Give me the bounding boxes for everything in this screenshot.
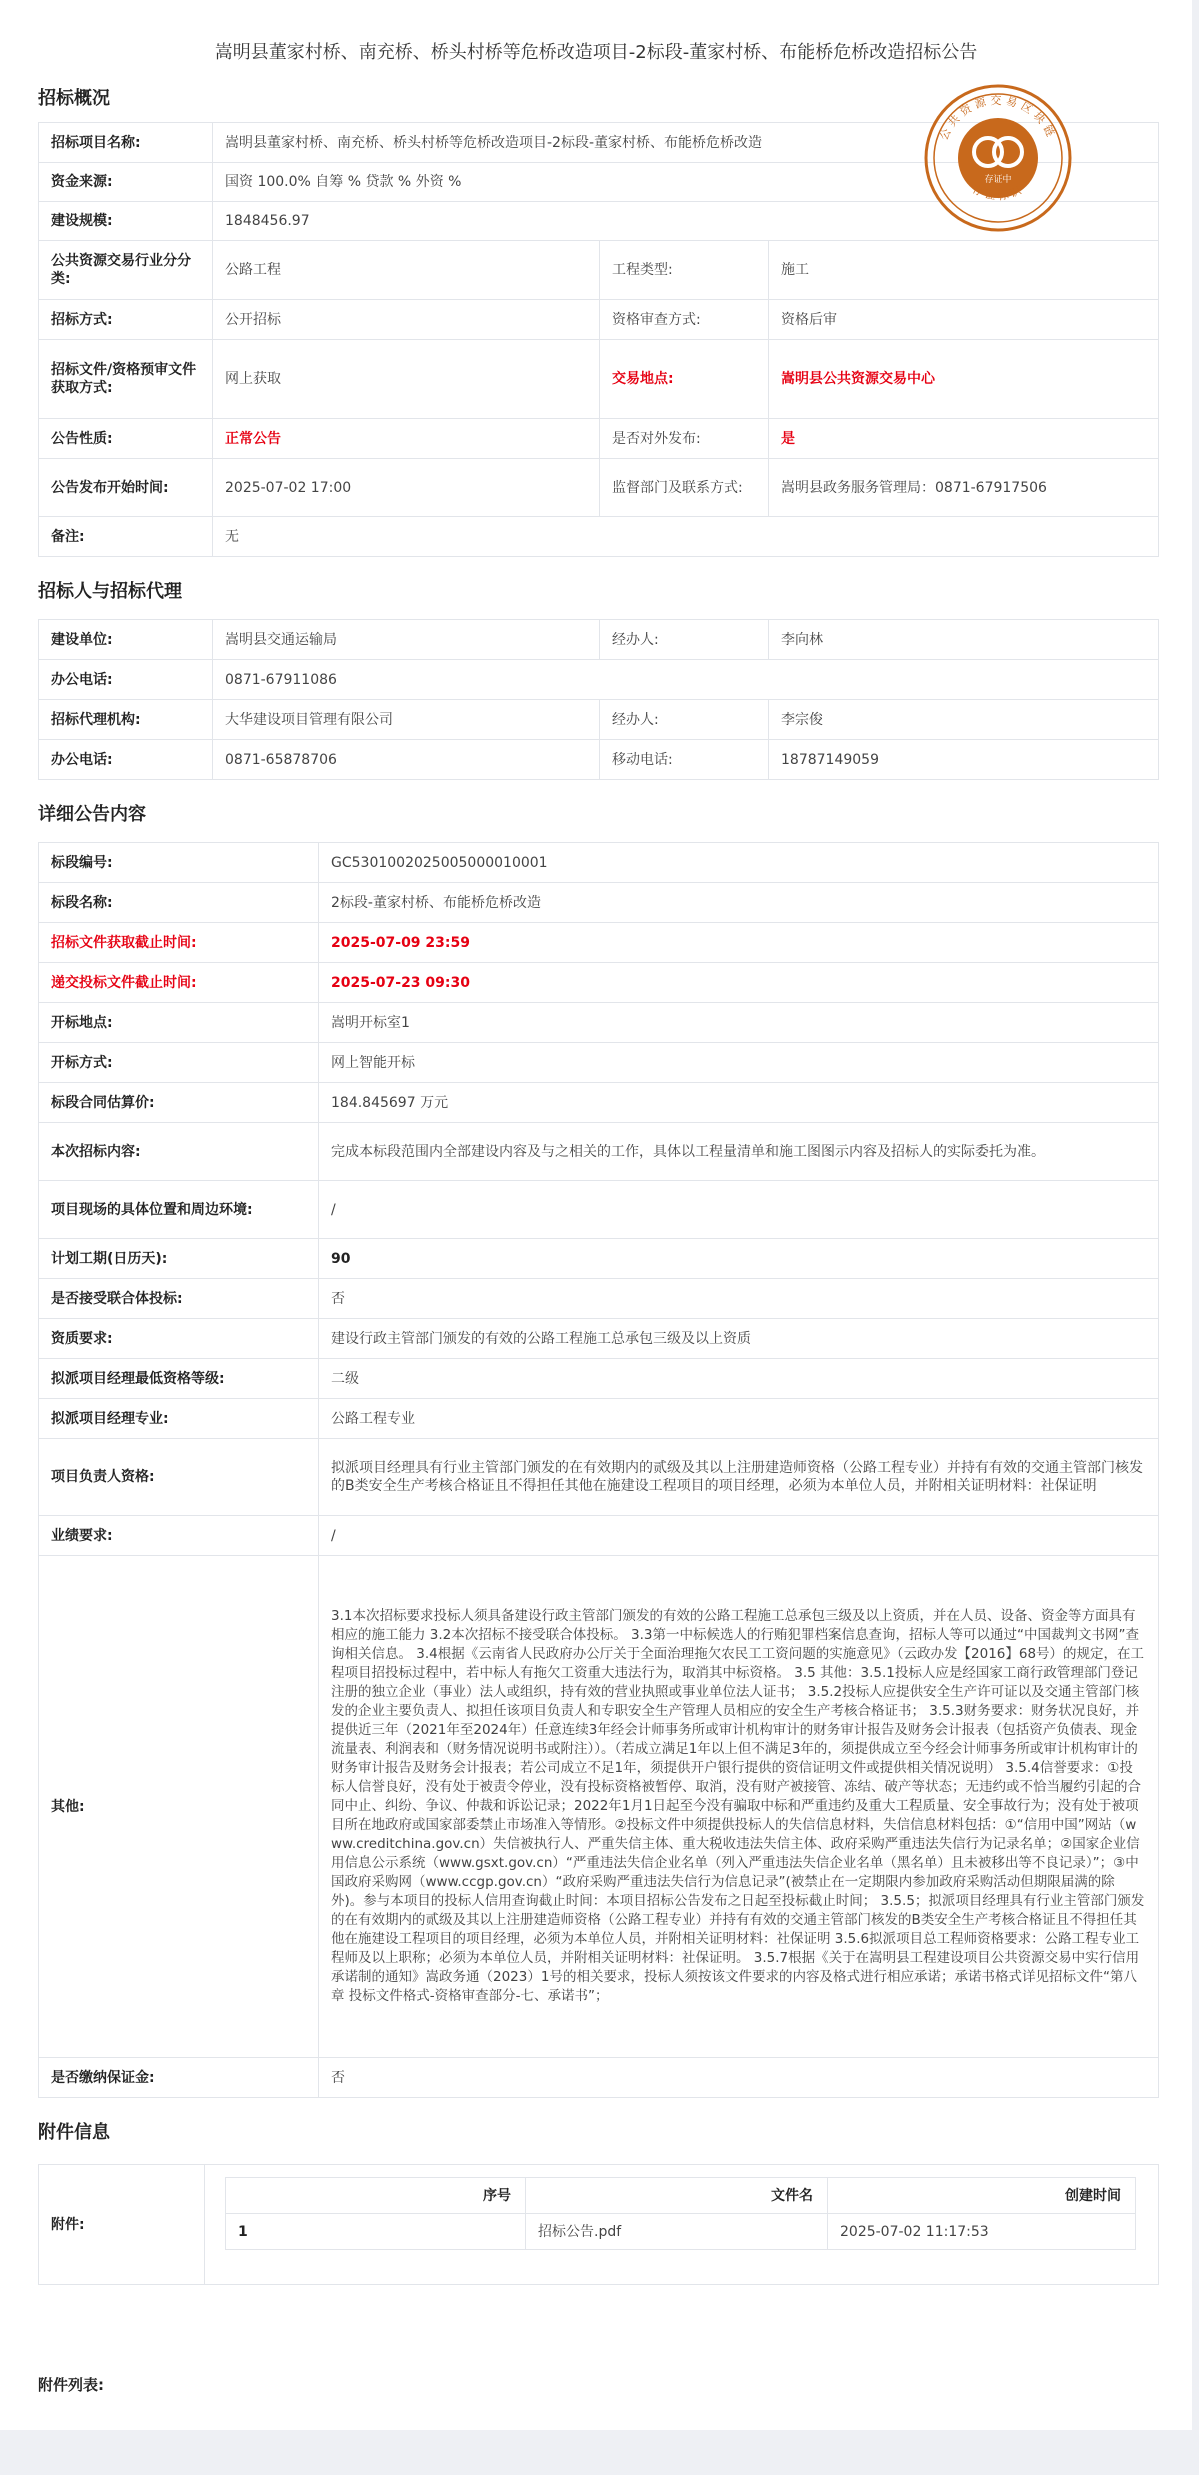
page-title: 嵩明县董家村桥、南充桥、桥头村桥等危桥改造项目-2标段-董家村桥、布能桥危桥改造招标公告 (214, 42, 978, 63)
field-label: 经办人: (600, 700, 769, 740)
remarks-value: 无 (213, 517, 1159, 557)
field-label: 标段名称: (39, 883, 319, 923)
section-heading-details: 详细公告内容 (38, 804, 146, 825)
section-code-value: GC5301002025005000010001 (319, 843, 1159, 883)
field-label: 招标方式: (39, 300, 213, 340)
table-row (39, 340, 1159, 419)
table-row (39, 1003, 1159, 1043)
stamp-bottom-text: 存证标识 (970, 182, 1026, 203)
performance-value: / (319, 1516, 1159, 1556)
duration-value: 90 (319, 1239, 1159, 1279)
table-row (39, 1123, 1159, 1181)
blockchain-stamp (922, 82, 1074, 234)
publish-time-value: 2025-07-02 17:00 (213, 459, 600, 517)
doc-access-value: 网上获取 (213, 340, 600, 419)
table-row (39, 2165, 1159, 2285)
field-label: 标段合同估算价: (39, 1083, 319, 1123)
column-header: 文件名 (526, 2178, 828, 2214)
table-row (39, 843, 1159, 883)
field-label: 招标文件获取截止时间: (39, 923, 319, 963)
table-row (39, 1359, 1159, 1399)
table-row (39, 517, 1159, 557)
section-heading-overview: 招标概况 (38, 88, 110, 109)
table-row (39, 963, 1159, 1003)
table-row (39, 740, 1159, 780)
field-label: 是否对外发布: (600, 419, 769, 459)
notice-nature-value: 正常公告 (213, 419, 600, 459)
field-label: 项目现场的具体位置和周边环境: (39, 1181, 319, 1239)
field-label: 招标代理机构: (39, 700, 213, 740)
project-name-value: 嵩明县董家村桥、南充桥、桥头村桥等危桥改造项目-2标段-董家村桥、布能桥危桥改造 (213, 123, 1159, 163)
field-label: 本次招标内容: (39, 1123, 319, 1181)
field-label: 移动电话: (600, 740, 769, 780)
field-label: 公共资源交易行业分分类: (39, 241, 213, 300)
attachment-row (226, 2214, 1136, 2250)
field-label: 公告发布开始时间: (39, 459, 213, 517)
field-label: 建设规模: (39, 202, 213, 241)
trade-location-value: 嵩明县公共资源交易中心 (769, 340, 1159, 419)
attachment-list-label: 附件列表: (38, 2376, 104, 2394)
field-label: 业绩要求: (39, 1516, 319, 1556)
field-label: 交易地点: (600, 340, 769, 419)
field-label: 开标方式: (39, 1043, 319, 1083)
table-row (39, 883, 1159, 923)
table-row (39, 1181, 1159, 1239)
leader-qualification-value: 拟派项目经理具有行业主管部门颁发的在有效期内的贰级及其以上注册建造师资格（公路工程专业）并持有有效的交通主管部门核发的B类安全生产考核合格证且不得担任其他在施建设工程项目的项目经理，必须为本单位人员，并附相关证明材料：社保证明 (319, 1439, 1159, 1516)
agency-contact-value: 李宗俊 (769, 700, 1159, 740)
contract-estimate-value: 184.845697 万元 (319, 1083, 1159, 1123)
table-row (39, 923, 1159, 963)
field-label: 招标文件/资格预审文件获取方式: (39, 340, 213, 419)
table-row (39, 1319, 1159, 1359)
field-label: 监督部门及联系方式: (600, 459, 769, 517)
column-header: 序号 (226, 2178, 526, 2214)
field-label: 资质要求: (39, 1319, 319, 1359)
field-label: 开标地点: (39, 1003, 319, 1043)
agency-value: 大华建设项目管理有限公司 (213, 700, 600, 740)
owner-phone-value: 0871-67911086 (213, 660, 1159, 700)
section-heading-parties: 招标人与招标代理 (38, 581, 182, 602)
consortium-value: 否 (319, 1279, 1159, 1319)
qualification-value: 建设行政主管部门颁发的有效的公路工程施工总承包三级及以上资质 (319, 1319, 1159, 1359)
other-requirements-value: 3.1本次招标要求投标人须具备建设行政主管部门颁发的有效的公路工程施工总承包三级及以上资质，并在人员、设备、资金等方面具有相应的施工能力 3.2本次招标不接受联合体投标。 3.3第一中标候选人的行贿犯罪档案信息查询，招标人等可以通过“中国裁判文书网”查询相关信息。 3.4根据《云南省人民政府办公厅关于全面治理拖欠农民工工资问题的实施意见》（云政办发【2016】68号）的规定，在工程项目招投标过程中，若中标人有拖欠工资重大违法行为，取消其中标资格。 3.5 其他：3.5.1投标人应是经国家工商行政管理部门登记注册的独立企业（事业）法人或组织，持有效的营业执照或事业单位法人证书； 3.5.2投标人应提供安全生产许可证以及交通主管部门核发的企业主要负责人、拟担任该项目负责人和专职安全生产管理人员相应的安全生产考核合格证书； 3.5.3财务要求：财务状况良好，并提供近三年（2021年至2024年）任意连续3年经会计师事务所或审计机构审计的财务审计报告及财务会计报表（包括资产负债表、现金流量表、利润表和（财务情况说明书或附注））。（若成立满足1年以上但不满足3年的，须提供成立至今经会计师事务所或审计机构审计的财务审计报告及财务会计报表；若公司成立不足1年，须提供开户银行提供的资信证明文件或提供相关情况说明） 3.5.4信誉要求：①投标人信誉良好，没有处于被责令停业，没有投标资格被暂停、取消，没有财产被接管、冻结、破产等状态；无违约或不恰当履约引起的合同中止、纠纷、争议、仲裁和诉讼记录；2022年1月1日起至今没有骗取中标和严重违约及重大工程质量、安全事故行为；没有处于被项目所在地政府或国家部委禁止市场准入等情形。②投标文件中须提供投标人的失信信息材料，失信信息材料包括：①“信用中国”网站（www.creditchina.gov.cn）失信被执行人、严重失信主体、重大税收违法失信主体、政府采购严重违法失信行为记录名单；②国家企业信用信息公示系统（www.gsxt.gov.cn）“严重违法失信企业名单（列入严重违法失信企业名单（黑名单）且未被移出等不良记录）”；③中国政府采购网（www.ccgp.gov.cn）“政府采购严重违法失信行为信息记录”(被禁止在一定期限内参加政府采购活动但期限届满的除外)。参与本项目的投标人信用查询截止时间：本项目招标公告发布之日起至投标截止时间； 3.5.5；拟派项目经理具有行业主管部门颁发的在有效期内的贰级及其以上注册建造师资格（公路工程专业）并持有有效的交通主管部门核发的B类安全生产考核合格证且不得担任其他在施建设工程项目的项目经理，必须为本单位人员，并附相关证明材料：社保证明 3.5.6拟派项目总工程师资格要求：公路工程专业工程师及以上职称；必须为本单位人员，并附相关证明材料：社保证明。 3.5.7根据《关于在嵩明县工程建设项目公共资源交易中实行信用承诺制的通知》嵩政务通（2023）1号的相关要求，投标人须按该文件要求的内容及格式进行相应承诺；承诺书格式详见招标文件“第八章 投标文件格式-资格审查部分-七、承诺书”； (319, 1556, 1159, 2058)
table-row (39, 1399, 1159, 1439)
field-label: 工程类型: (600, 241, 769, 300)
table-row (39, 300, 1159, 340)
field-label: 备注: (39, 517, 213, 557)
table-row (39, 1239, 1159, 1279)
field-label: 招标项目名称: (39, 123, 213, 163)
tender-content-value: 完成本标段范围内全部建设内容及与之相关的工作，具体以工程量清单和施工图图示内容及招标人的实际委托为准。 (319, 1123, 1159, 1181)
agency-mobile-value: 18787149059 (769, 740, 1159, 780)
table-row (39, 2058, 1159, 2098)
opening-method-value: 网上智能开标 (319, 1043, 1159, 1083)
review-method-value: 资格后审 (769, 300, 1159, 340)
table-row (39, 241, 1159, 300)
table-row (39, 1556, 1159, 2058)
field-label: 经办人: (600, 620, 769, 660)
table-row (39, 419, 1159, 459)
details-table (38, 842, 1159, 2098)
table-row (39, 1279, 1159, 1319)
attachment-file-link[interactable]: 招标公告.pdf (526, 2214, 828, 2250)
table-row (39, 620, 1159, 660)
field-label: 拟派项目经理专业: (39, 1399, 319, 1439)
field-label: 是否接受联合体投标: (39, 1279, 319, 1319)
attachments-table (38, 2164, 1159, 2285)
supervisor-value: 嵩明县政务服务管理局：0871-67917506 (769, 459, 1159, 517)
project-type-value: 施工 (769, 241, 1159, 300)
table-row (39, 1043, 1159, 1083)
stamp-outer-text: 公共资源交易区块链 (937, 94, 1059, 143)
table-row (39, 660, 1159, 700)
opening-location-value: 嵩明开标室1 (319, 1003, 1159, 1043)
manager-specialty-value: 公路工程专业 (319, 1399, 1159, 1439)
site-location-value: / (319, 1181, 1159, 1239)
table-row (39, 1439, 1159, 1516)
external-publish-value: 是 (769, 419, 1159, 459)
field-label: 资金来源: (39, 163, 213, 202)
field-label: 公告性质: (39, 419, 213, 459)
tender-method-value: 公开招标 (213, 300, 600, 340)
attachment-header-row (226, 2178, 1136, 2214)
table-row (39, 1083, 1159, 1123)
stamp-inner-text: 存证中 (984, 175, 1012, 185)
bid-deadline-value: 2025-07-23 09:30 (319, 963, 1159, 1003)
table-row (39, 1516, 1159, 1556)
owner-contact-value: 李向林 (769, 620, 1159, 660)
attachment-index: 1 (226, 2214, 526, 2250)
attachment-created: 2025-07-02 11:17:53 (828, 2214, 1136, 2250)
agency-phone-value: 0871-65878706 (213, 740, 600, 780)
parties-table (38, 619, 1159, 780)
table-row (39, 459, 1159, 517)
field-label: 资格审查方式: (600, 300, 769, 340)
field-label: 标段编号: (39, 843, 319, 883)
deposit-value: 否 (319, 2058, 1159, 2098)
field-label: 拟派项目经理最低资格等级: (39, 1359, 319, 1399)
field-label: 是否缴纳保证金: (39, 2058, 319, 2098)
field-label: 递交投标文件截止时间: (39, 963, 319, 1003)
field-label: 计划工期(日历天): (39, 1239, 319, 1279)
owner-value: 嵩明县交通运输局 (213, 620, 600, 660)
field-label: 其他: (39, 1556, 319, 2058)
field-label: 附件: (39, 2165, 205, 2285)
table-row (39, 700, 1159, 740)
attachment-list (225, 2177, 1136, 2250)
field-label: 办公电话: (39, 660, 213, 700)
industry-value: 公路工程 (213, 241, 600, 300)
section-name-value: 2标段-董家村桥、布能桥危桥改造 (319, 883, 1159, 923)
field-label: 建设单位: (39, 620, 213, 660)
field-label: 项目负责人资格: (39, 1439, 319, 1516)
manager-grade-value: 二级 (319, 1359, 1159, 1399)
column-header: 创建时间 (828, 2178, 1136, 2214)
funding-value: 国资 100.0% 自筹 % 贷款 % 外资 % (213, 163, 1159, 202)
field-label: 办公电话: (39, 740, 213, 780)
section-heading-attachments: 附件信息 (38, 2122, 110, 2143)
scale-value: 1848456.97 (213, 202, 1159, 241)
doc-deadline-value: 2025-07-09 23:59 (319, 923, 1159, 963)
